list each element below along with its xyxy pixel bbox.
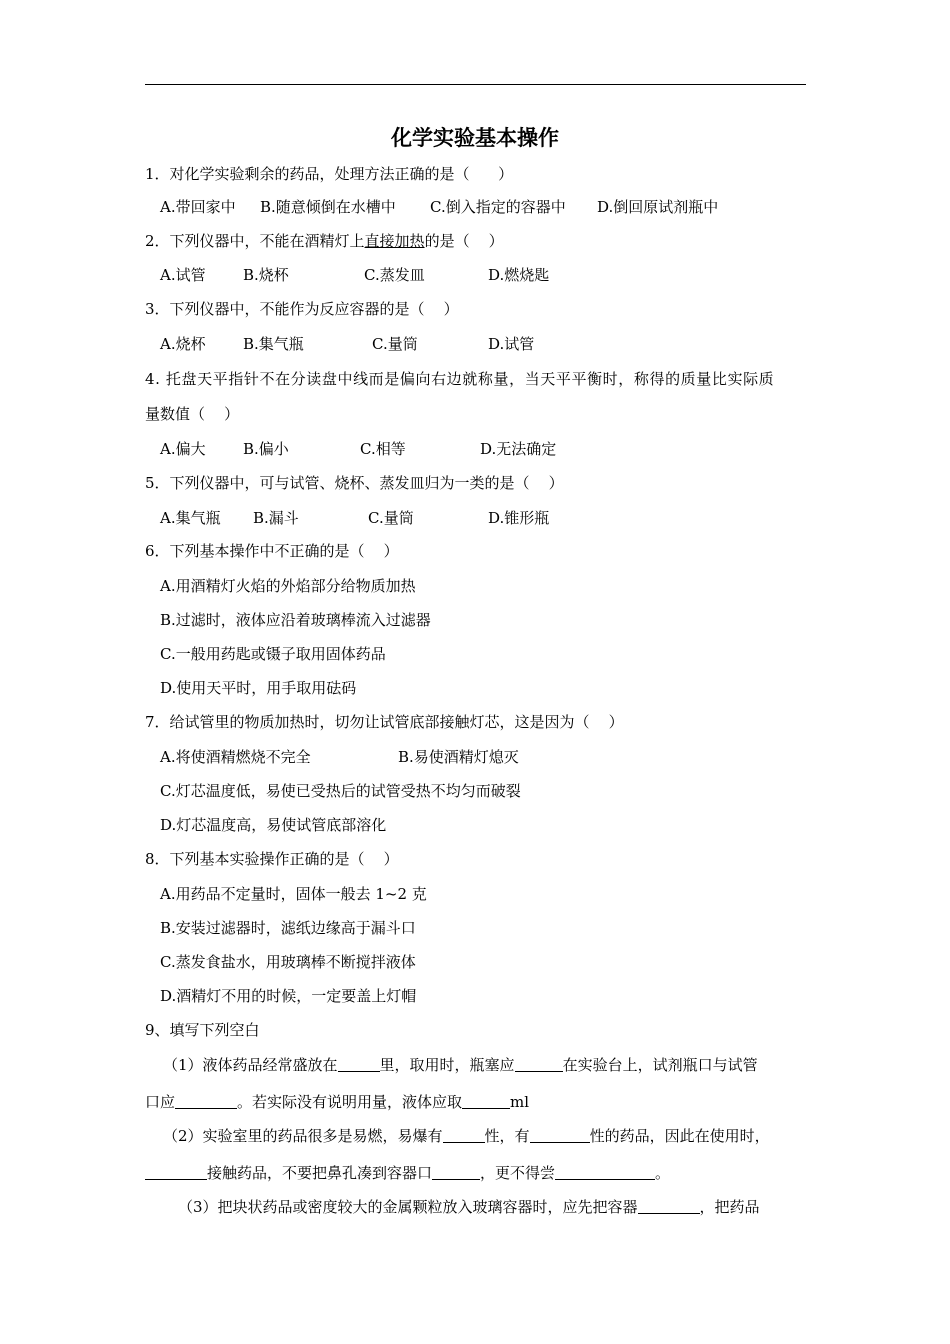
- q3-option-a: A.烧杯: [160, 335, 206, 353]
- q9-p3-text-b: ，把药品: [699, 1198, 760, 1216]
- q7-stem: 7．给试管里的物质加热时，切勿让试管底部接触灯芯，这是因为（ ）: [145, 713, 624, 731]
- fill-blank[interactable]: [555, 1165, 655, 1180]
- q8-stem: 8．下列基本实验操作正确的是（ ）: [145, 850, 399, 868]
- q8-option-b: B.安装过滤器时，滤纸边缘高于漏斗口: [160, 919, 416, 937]
- q1-stem: 1．对化学实验剩余的药品，处理方法正确的是（ ）: [145, 165, 514, 183]
- q2-option-b: B.烧杯: [243, 266, 289, 284]
- q9-p3-text-a: （3）把块状药品或密度较大的金属颗粒放入玻璃容器时，应先把容器: [178, 1198, 638, 1216]
- q9-part2-line1: [163, 1126, 770, 1146]
- q9-part1-line1: [163, 1055, 758, 1075]
- q9-p2-text-d: 接触药品，不要把鼻孔凑到容器口: [207, 1164, 433, 1182]
- q1-option-d: D.倒回原试剂瓶中: [597, 198, 719, 216]
- q4-option-d: D.无法确定: [480, 440, 557, 458]
- q4-option-b: B.偏小: [243, 440, 289, 458]
- q5-stem: 5．下列仪器中，可与试管、烧杯、蒸发皿归为一类的是（ ）: [145, 474, 564, 492]
- q9-p1-unit: ml: [510, 1093, 530, 1111]
- q6-option-a: A.用酒精灯火焰的外焰部分给物质加热: [160, 577, 416, 595]
- fill-blank[interactable]: [145, 1165, 207, 1180]
- q3-option-d: D.试管: [488, 335, 535, 353]
- fill-blank[interactable]: [638, 1199, 700, 1214]
- q7-option-d: D.灯芯温度高，易使试管底部溶化: [160, 816, 387, 834]
- q9-p1-text-e: 。若实际没有说明用量，液体应取: [237, 1093, 463, 1111]
- q6-option-c: C.一般用药匙或镊子取用固体药品: [160, 645, 386, 663]
- q1-option-a: A.带回家中: [160, 198, 236, 216]
- q2-stem-underlined: 直接加热: [364, 232, 425, 250]
- q9-p2-text-a: （2）实验室里的药品很多是易燃，易爆有: [163, 1127, 443, 1145]
- q7-option-a: A.将使酒精燃烧不完全: [160, 748, 311, 766]
- q5-option-d: D.锥形瓶: [488, 509, 550, 527]
- q2-option-a: A.试管: [160, 266, 206, 284]
- q7-option-c: C.灯芯温度低，易使已受热后的试管受热不均匀而破裂: [160, 782, 521, 800]
- q9-p2-text-b: 性，有: [484, 1127, 530, 1145]
- fill-blank[interactable]: [338, 1057, 380, 1072]
- q9-part3-line1: [178, 1197, 760, 1217]
- fill-blank[interactable]: [530, 1128, 590, 1143]
- q2-stem: [145, 231, 504, 251]
- q8-option-d: D.酒精灯不用的时候，一定要盖上灯帽: [160, 987, 417, 1005]
- q8-option-a: A.用药品不定量时，固体一般去 1~2 克: [160, 885, 427, 903]
- q7-option-b: B.易使酒精灯熄灭: [398, 748, 519, 766]
- q2-stem-pre: 2．下列仪器中，不能在酒精灯上: [145, 232, 365, 250]
- q9-stem: 9、填写下列空白: [145, 1021, 260, 1039]
- q6-option-d: D.使用天平时，用手取用砝码: [160, 679, 357, 697]
- q1-option-b: B.随意倾倒在水槽中: [260, 198, 396, 216]
- q9-p2-text-e: ，更不得尝: [480, 1164, 556, 1182]
- page-title: 化学实验基本操作: [391, 125, 559, 150]
- q2-option-c: C.蒸发皿: [364, 266, 425, 284]
- q5-option-b: B.漏斗: [253, 509, 299, 527]
- fill-blank[interactable]: [462, 1094, 510, 1109]
- q6-stem: 6．下列基本操作中不正确的是（ ）: [145, 542, 399, 560]
- q5-option-a: A.集气瓶: [160, 509, 221, 527]
- q9-p2-text-c: 性的药品，因此在使用时，: [589, 1127, 770, 1145]
- q9-p1-text-a: （1）液体药品经常盛放在: [163, 1056, 338, 1074]
- q9-p1-text-b: 里，取用时，瓶塞应: [379, 1056, 515, 1074]
- q9-part1-line2: [145, 1092, 529, 1112]
- q4-option-a: A.偏大: [160, 440, 206, 458]
- q3-stem: 3．下列仪器中，不能作为反应容器的是（ ）: [145, 300, 459, 318]
- fill-blank[interactable]: [515, 1057, 563, 1072]
- q9-p1-text-d: 口应: [145, 1093, 176, 1111]
- fill-blank[interactable]: [175, 1094, 237, 1109]
- q4-stem-line1: 4. 托盘天平指针不在分读盘中线而是偏向右边就称量，当天平平衡时，称得的质量比实际质: [145, 370, 775, 388]
- q5-option-c: C.量筒: [368, 509, 414, 527]
- header-rule: [145, 84, 806, 85]
- q9-p1-text-c: 在实验台上，试剂瓶口与试管: [562, 1056, 758, 1074]
- q4-option-c: C.相等: [360, 440, 406, 458]
- q3-option-c: C.量筒: [372, 335, 418, 353]
- q4-stem-line2: 量数值（ ）: [145, 405, 240, 423]
- q3-option-b: B.集气瓶: [243, 335, 304, 353]
- q8-option-c: C.蒸发食盐水，用玻璃棒不断搅拌液体: [160, 953, 416, 971]
- q2-stem-post: 的是（ ）: [424, 232, 504, 250]
- fill-blank[interactable]: [443, 1128, 485, 1143]
- q9-p2-text-f: 。: [655, 1164, 671, 1182]
- q1-option-c: C.倒入指定的容器中: [430, 198, 566, 216]
- fill-blank[interactable]: [432, 1165, 480, 1180]
- q2-option-d: D.燃烧匙: [488, 266, 550, 284]
- q6-option-b: B.过滤时，液体应沿着玻璃棒流入过滤器: [160, 611, 431, 629]
- q9-part2-line2: [145, 1163, 670, 1183]
